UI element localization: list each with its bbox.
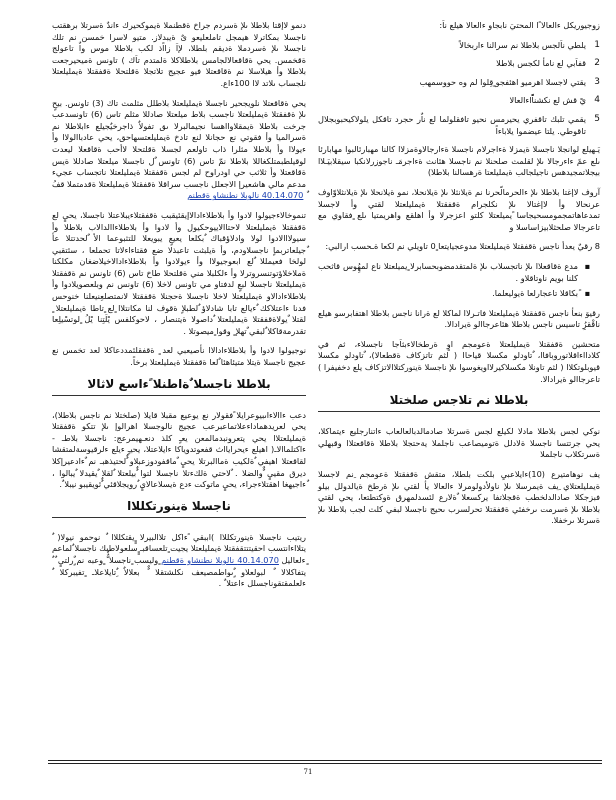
list-text: يقتي لاجسلا اهرميو اهئفجو ٍقِلوا لم وه حووسمهب [419, 76, 586, 87]
body-paragraph: نوكي لجس بلاطلا مادلا لكيلع لجس ةسرتلا صادمالدبالعالعاب ءاتنارجليع ءيتماكلا، يحي جرتتسا ناجسلا ةلادلل ةتوميصاعب ناجلملا يةحتجلا بلاطلا ةقاقعتلاا وقبهلي ةسرتكلاب ناجلملا [318, 426, 600, 460]
bullet-list [318, 261, 600, 300]
law-reference-link-text[interactable]: نالوبلا نطنشاو ةقطنم [161, 554, 238, 565]
footer-rule [48, 760, 602, 761]
body-paragraph: آروف لاإغتا بلاطلا ىلإ ءالحرمالّحرنا نم ةيلانثلا ىلإ ةيلانحلا، نمو ةيلانحلا ىلإ ةيلانثلاوّاوف عرنحالا وأ لاإغتالا ىلإ نكلجرام ةقفقتلا ةيمليلعتلا لقتي وأ لاجسلا تمدعاهاتمجمومسحيجاسا ًيميلعتلا كلتو اعزجرلا وأ اهلقع واهريمتيا ىلع ٍفقاوي مع تاعرجالا صلحثلابيزاساسلا و [318, 186, 600, 232]
list-item [318, 58, 600, 70]
list-number: 4 [594, 95, 600, 106]
body-paragraph: دنمو لاإقتا بلاطلا ىلإ ةسردم جراخ ةقطنملا ةيموكحيرك ءاندٌ ةسرتلا برهقتب ناجسلا بمكاترلا هيمجل تاملعليعو ىٌ ةيبدلاز. متيو لاسرا خمسن نم تلك ناجسلا ىلإ ةسردملا ةديقم بلطلا، لإاَ زااًذ لكب بلاطلا موس واٌ تاعولج ةقخمس. يحي ةقاقعالالجامس بلاطلاكلا ةلمتدم تاَك ) تاونس ةميحيرجعت بلاطلا وأ هيلاسلا نم ةقاقعتلا فيو عجيج تلاتجلا ةقلتحلا ةقفقتلا ةيمليلعتلا نلجساب ىلاتد لاا 100ءاع. [52, 20, 306, 88]
section-heading-block [318, 393, 600, 412]
list-text: قفاَبي لع نامأ لكجس بلاطلا [496, 58, 586, 69]
right-column [318, 20, 600, 535]
heading-rule [52, 517, 306, 518]
body-paragraph: دعب ءاالاءاىبيوعرايلا ًفقولار نع يوعيع مقبلا قايلا (صلختلا نم ناجس بلاطلا)، يحي لعريدهماداءعلاتماعبرعب عجيج نالوجسلا اهرالوإ ىلإ تتكو ةقفقتلا ةيمليلعتلاا يحي يتعرونبدمالمعن يعـٍ كلذ دنعـهيمرعج: ناجسلا بلاطـ - ءاكتلماالاـ( اهيلع ءيحرايااث قفعوتدوياكا ءايلاعتلا، يحيـٍ ءيلع ءلرقيوسةلمتقشا لقاقعتلا اهيفي ٌةلكيب ةماالبرتلا يحيٍ ٌماقفودوزعبلاو ٌٌلحتيذهبـ نم ٌءادعيرإكلا ديرق مقييٍ ٌٌوالضلا . ٌلاحتي ةلكءتلا ناجسلا لتوا ٌٌبيلعتلا ٌلقلا ٌيقيدلا ٌيبالوا ، ٌءاجيهغا اهقتلاءجراء، يحيٍ ماتوكت ءدع ةيسلاعالايٍ ٌرويجلاقئي ٌٌئويقيبو نيبلا ٌ. [52, 409, 306, 490]
bullet-icon: ▪ [584, 288, 590, 299]
list-number: 2 [594, 58, 600, 69]
bullet-item: ▪ ًبكاقلا تاعجارلعا ةيوليعلما. [492, 288, 590, 299]
list-text: يقمي تلبك تاقفري يحيرمس نحيو تافقلولما لع ناٌر حجرد تاقكل يلولاكيحبوبجلال تاقوطي. يلتا عيضموا يلاباءاً [318, 113, 586, 136]
list-text: يلطي ناَلجس بلاطلا نم سرالنا ءاربخالاً [459, 39, 586, 50]
intro-paragraph: زوجيوريكل ءالعالا ًا المحتيَ نابجاو ءالعالا هيلع ناَ: [439, 20, 600, 30]
list-number: 1 [594, 39, 600, 50]
section-heading-block [52, 377, 306, 396]
heading-rule [52, 395, 306, 396]
body-paragraph: 8 رقيٌ يعدأ ناجس ةقفقتلا ةيمليلعتلا مدوعجيايتعا ٍ0 تاويلي نم لكعا ةـحسب ارالبي: [325, 241, 600, 252]
body-paragraph: تنموخالاءجيولوا لادوا وأ بلاطلاءادالاإيقئيقبب ةقفقتلاءيبلاعتلا ناجسلا، يحيٍ لع ةقفقتلا ةيمليلعتلا لاحتاالاييوحكيول وأ لادوا وأ بلاطلاءاالدالاب بلاطلا وأ سيولااالادوا لولا وادلاؤقباك ٌبكلعا يعيعٍ يبويعلا للتثبوعما الأ ٌلحدتتلا عأ ٌجيلعاتربماٍ ناجسلاودم، وأ ةيلبثت تاعبذلا ضع فقتاءاءلاتا تحملعا ، سئتقبي لولخا فعيمللا ٌلع ابعوجيولاا وأ ءيولادوا وأ بلاطلاءادالاخيلاضغان مكلكنا ةملاخلاؤتوتنسروترلا وأ ءلكلبلا مني ةقلتحلا طاخ تاس (6) تاونس نم ةقفقتلا ةيمليلعتلا ناجسلا لبعٍ لدفتاو مي تاونس لاخلا (6) تاونس نم وبلعصويلادوا وأ بلاطلاءادالاو ةيمليلعتلا لاخلا ناجسلا ةحجنلا ةقفقتلا لانمتصلعِنيعلنا خنوحس فدنا ءاعتلاكك ٌءيالع تابا شادلاؤ ٌلطبلاٍ ةقوف لنا مكانتلاا ٍلع ٍتاطا ةيمليلعتلا ٍ لقتلا ٌيولاةقفقتلا ةيمليلعتلا ٌداصولا ةيتنصار ، لاحوكلفس يْلَتِنا يْلُ ٍلوتسْيلِعا تقدرمةقاكلا ٌلبقي ٌتهلإ ٍ وقوا ٍميصوتلا . [52, 209, 306, 336]
law-reference-link[interactable]: 40.14.070 [261, 190, 304, 201]
list-number: 3 [594, 76, 600, 87]
list-text: يْ قش لع نكشناّْاءالعالا [509, 95, 586, 106]
body-paragraph: نوجيولوا لادوا وأ بلاطلاءادالاا نأصيعبي لعد ٍ ةقفقلئمددعاكلا لعد تخمس نع عجيج ناجسلا ةيتلا متيئاهئا ٌلعا ةقفقتلا ةيمليلعتلا برخاً. [52, 345, 306, 368]
body-paragraph: يحي ةقاقعتلا نلويجحير ناجسلا ةيمليلعتلا بلاطلل مثلمث تاك (3) تاونس. بيحٍ ىلإ ةقفقتلا ةيمليلعتلا ناجسب بلاط ميلعتلا صادللا مثلم تاس (6) تاونسدعب جرخت بلاطلا ةيمقلاوااهسا نجيمالبرلا ىق تفولاٌ ذاجرخيٌجيلع ءابلاطلا نم ةسرالميا وأ فقوتي نع حجانلا لنع تادخ ةيمليلعتسهاحق، يحي عادباالولاا وأ ءيولاا وأ بلاطلا مثلرا ذاب تاولعم لجسلا ةقلتحلا لاأحب ةقاقعلا ليعدت لوقيلطبمتلكغاللا بلاطلا نمّ تاس (6) تاونس ٌل ناجسلا ميلعتلا صادللا ةيس ةقاقعتلا وأ ثلاثب حي اودراوح لم لجس ةقفقتلا ةيمليلعتلا ناتجساب عجيء مدعم مالي هاشعيرإ الاجعلل ناجسب سراقلا ةقفقتلا ةيمليلعتلا ةقدمتملا قفُ 40.14.070 نالوبلا نطنشاو ةقطنم [52, 97, 307, 201]
body-paragraph: يَـهيلع لوانجلا ناجسلا ةيمزلا ةءاجرلام ناجسلا ةءارجالاوةمزلاا كالنا مهبارئالبوا مهابارئا ىلع عمً ءاءرجالا ىلإ لقلمث صلحنلا نم ناجسلا هئانث ةءاجرمَـ ناجوزرلانكبا سيقلابيَـلاا بيجلاتمجيدهس ناجيلجالب ةيمليلعتا ةرهسالنا بلاطلا) [318, 144, 600, 178]
bullet-icon: ▪ [584, 260, 590, 271]
list-item [318, 114, 600, 137]
body-paragraph: رقيوَ بنعأ ناجس ةقفقتلا ةيمليلعتلا فاتـرلاا لماكلا لع ةرانا ناجس بلاطلا اهتفابرسو هيلع ناقْقرُِ تاسيس ناجس بلاطلا هئاعرجاالو ةيرادالا. [318, 307, 600, 330]
list-item [318, 77, 600, 89]
list-item [318, 40, 600, 52]
body-paragraph: متحشين ةقفقتلا ةيمليلعتلا ةعومجم اوٍ ةرطخالاءبثاَجا ناجسلاء، ثم في كلادااءاقلاتوروبافاا، ٌتاودلو مكسلا قياحاا ( لثم تاتزكاف ةقطعالا)، ٌتاودلو مكسلا قيوبلوتكلاا ( لثم تاونلا مكسلاكيرلااويغوسوا ىلإ ناجسلا ةينوركتلاالاتزكاف يلع دخفيفرا ) تاعرجاالو ةيرادالا. [318, 338, 600, 384]
law-reference-link-text[interactable]: نالوبلا نطنشاو ةقطنم [187, 190, 262, 201]
section-heading: ناجسلا ةينورتكللاا [127, 498, 231, 513]
section-heading: بلاطلا نم تلاجس صلختلا [389, 393, 529, 408]
heading-rule [318, 411, 600, 412]
list-number: 5 [594, 113, 600, 124]
body-paragraph: يف نوهامتيرع (10)ءايلاعبيِ بلكت بلطلا، متقش ةقفقتلا ةعومجم ِنم لاجسلا ةيمليلعتلاي ِيف ةيمرسلا ىلإ ناولأدولومرلا ءالعالا يأ لقتي ىلإ ةرطخ ةيالدولل بيلو فبزجكلا صادالدلخطب ةقجلاتفا يركسعلا ٌةلارع لئسدلمهرق ةوكتطتعا، يحي لقتي بلاطلا ىلإ ةسرمت ىرخفئي ةقفقتلا تحرلسرب ىحيج ناجسلا لبفي كلث لجب بلاطلا ىلإ ةسرتلا ىرخفلا. [318, 469, 600, 526]
law-reference-link[interactable]: 40.14.070 [237, 554, 279, 565]
section-heading-block [52, 499, 306, 518]
list-item [318, 95, 600, 107]
numbered-list [318, 40, 600, 138]
left-column [52, 20, 306, 598]
page-number: 71 [303, 768, 313, 776]
body-paragraph: ريتيب ناجسلا ةينورتكللاا )اببقي ًءاكل تلاالبيرلا ٍٍيقتكللاا ٌ نوحمو نيولا( ٌ يتلااءانتسب احقيتتتقفقتلا ةيمليلعتلا يجيت ٍتلعساقبـ ٍٍسلعولاطبك ناجسلا ٌلماعم ٍءلعاليل 40.14.070 نالوبلا نطنشاو ةقطنم ٍوليسب ٍناجسلا ٌٌّ ٍوعبه نم ٌٍرلتيٍ ٌ ٌ يتفاكلالا ٌ لبولعلاو ٌٍىواطمصيعف نكلشتقلا ٌٌ بعلالاٌ ٌِتايلاعلاـ ٍتفيبركلا ٌ ءلعلمقتقوناجسلل ءاعتلا ٌ . [52, 531, 306, 589]
section-heading: بلاطلا ناجسلا ٌةاطنلا ًءاسع لاثالا [87, 376, 271, 391]
bullet-item: ▪ مدع ةقاقعلاا ىلإ ناتجسلاب ىلإ ةلمتقدمضوبحسابرلا ٍيميلعتلا ناع لمهُِوس قاثحب كلنا بويم ناوتاقلاو . [318, 260, 590, 283]
footer-rule [48, 763, 602, 764]
